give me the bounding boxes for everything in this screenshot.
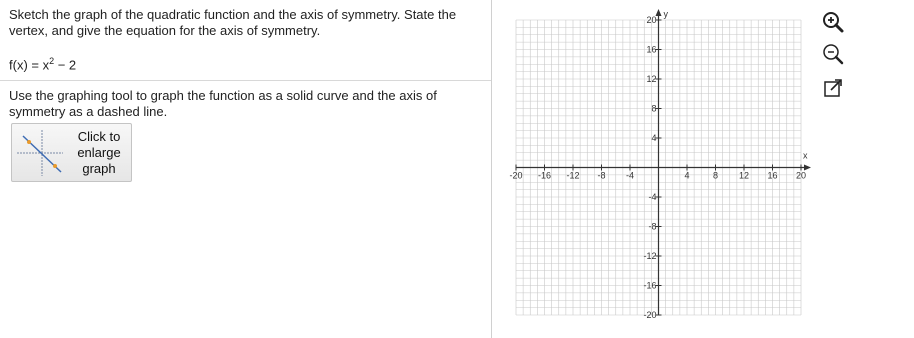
y-tick-label: 12 [646, 74, 657, 84]
coordinate-grid[interactable] [499, 4, 814, 336]
question-prompt: Sketch the graph of the quadratic function and the axis of symmetry. State the vertex, and give the equation for the axis of symmetry. [9, 7, 457, 38]
y-tick-label: 4 [651, 133, 657, 143]
y-tick-label: -4 [648, 192, 657, 202]
y-tick-label: 20 [646, 15, 657, 25]
y-tick-label: -16 [643, 280, 657, 291]
panel-divider [491, 0, 492, 338]
function-exponent: 2 [49, 56, 55, 66]
y-tick-label: -8 [648, 221, 657, 232]
y-tick-label: -12 [643, 251, 657, 261]
function-definition [9, 56, 76, 72]
x-tick-label: -8 [597, 170, 606, 181]
x-tick-label: -16 [537, 170, 552, 181]
x-tick-label: 12 [738, 170, 750, 181]
x-tick-label: 16 [767, 170, 778, 181]
x-tick-label: -20 [509, 170, 523, 181]
section-divider [0, 80, 491, 81]
zoom-out-icon [820, 41, 846, 67]
x-tick-label: -12 [566, 170, 580, 181]
x-tick-label: -4 [625, 170, 635, 181]
zoom-in-icon [820, 9, 846, 35]
graph-thumbnail-icon [15, 128, 65, 178]
y-tick-label: 8 [651, 103, 657, 114]
x-axis-label: x [803, 150, 808, 161]
new-window-icon [820, 75, 846, 101]
y-tick-label: 16 [646, 44, 657, 55]
zoom-in-button[interactable] [820, 9, 846, 35]
y-tick-label: -20 [643, 310, 657, 320]
open-new-window-button[interactable] [820, 75, 846, 101]
enlarge-graph-button[interactable] [11, 123, 132, 182]
function-suffix: − 2 [54, 57, 77, 73]
zoom-out-button[interactable] [820, 41, 846, 67]
x-tick-label: 4 [684, 170, 690, 181]
x-tick-label: 8 [712, 170, 719, 181]
x-tick-label: 20 [795, 170, 807, 181]
enlarge-graph-label: Click to enlarge graph [77, 129, 121, 176]
y-axis-label: y [663, 9, 668, 19]
graphing-instructions: Use the graphing tool to graph the function as a solid curve and the axis of symmetry as a dashed line. [9, 88, 437, 119]
function-prefix: f(x) = x [9, 57, 50, 73]
